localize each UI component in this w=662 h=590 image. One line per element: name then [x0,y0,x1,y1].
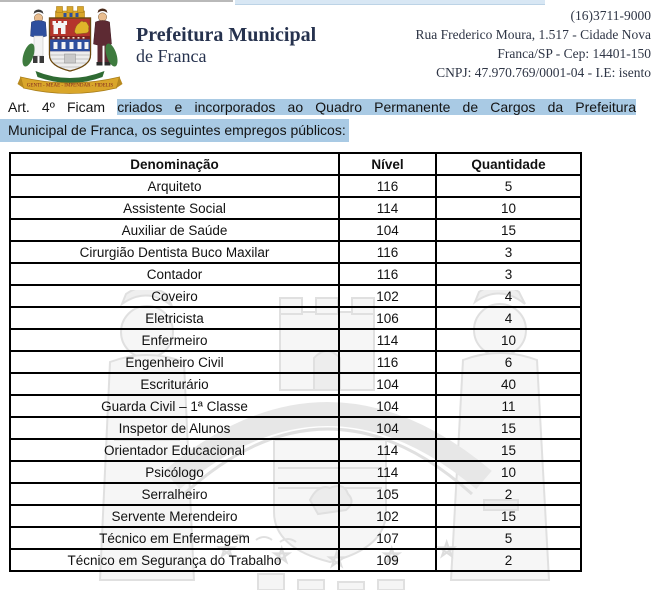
table-header-row [10,153,581,175]
cell-denominacao: Orientador Educacional [10,439,339,461]
cell-quantidade: 5 [436,175,581,197]
table-row [10,285,581,307]
org-title-line2: de Franca [136,46,207,66]
contact-cnpj: CNPJ: 47.970.769/0001-04 - I.E: isento [436,65,651,80]
cell-denominacao: Guarda Civil – 1ª Classe [10,395,339,417]
cell-nivel: 106 [339,307,436,329]
table-row [10,505,581,527]
cell-denominacao: Técnico em Segurança do Trabalho [10,549,339,571]
cell-quantidade: 11 [436,395,581,417]
article-highlight-line2: Municipal de Franca, os seguintes empregos públicos: [0,119,349,142]
top-edge-artifact-line [0,0,233,2]
cell-quantidade: 2 [436,483,581,505]
watermark-battlements [258,574,404,590]
cell-quantidade: 4 [436,307,581,329]
cell-nivel: 114 [339,329,436,351]
cell-denominacao: Auxiliar de Saúde [10,219,339,241]
contact-address: Rua Frederico Moura, 1.517 - Cidade Nova [415,27,651,42]
cell-denominacao: Engenheiro Civil [10,351,339,373]
table-row [10,219,581,241]
cell-quantidade: 15 [436,417,581,439]
col-header-quantidade: Quantidade [436,153,581,175]
cell-denominacao: Assistente Social [10,197,339,219]
cell-nivel: 114 [339,197,436,219]
cell-nivel: 104 [339,395,436,417]
cell-nivel: 107 [339,527,436,549]
cell-denominacao: Serralheiro [10,483,339,505]
cell-nivel: 116 [339,175,436,197]
cell-denominacao: Coveiro [10,285,339,307]
cell-quantidade: 3 [436,263,581,285]
cell-denominacao: Eletricista [10,307,339,329]
article-line2 [8,119,636,142]
crest-motto-text: GENTI - MEAE - IMPENDAR - FIDELIS [26,83,114,89]
cell-nivel: 104 [339,373,436,395]
cell-quantidade: 3 [436,241,581,263]
jobs-table [9,152,582,572]
cell-nivel: 114 [339,461,436,483]
contact-city-cep: Franca/SP - Cep: 14401-150 [497,46,651,61]
cell-nivel: 104 [339,417,436,439]
cell-quantidade: 4 [436,285,581,307]
cell-quantidade: 10 [436,329,581,351]
cell-denominacao: Contador [10,263,339,285]
cell-denominacao: Enfermeiro [10,329,339,351]
crest-shield [50,18,91,71]
article-line1 [8,96,636,119]
cell-quantidade: 40 [436,373,581,395]
cell-denominacao: Psicólogo [10,461,339,483]
cell-nivel: 104 [339,219,436,241]
table-row [10,197,581,219]
table-row [10,175,581,197]
cell-nivel: 116 [339,351,436,373]
table-row [10,549,581,571]
cell-denominacao: Técnico em Enfermagem [10,527,339,549]
table-row [10,395,581,417]
org-title [136,24,316,67]
cell-denominacao: Inspetor de Alunos [10,417,339,439]
table-row [10,527,581,549]
cell-denominacao: Cirurgião Dentista Buco Maxilar [10,241,339,263]
cell-denominacao: Servente Merendeiro [10,505,339,527]
article-highlight-line1: criados e incorporados ao Quadro Permanente de Cargos da Prefeitura [117,99,636,115]
cell-quantidade: 15 [436,505,581,527]
cell-denominacao: Escriturário [10,373,339,395]
cell-nivel: 116 [339,241,436,263]
cell-quantidade: 6 [436,351,581,373]
cell-quantidade: 10 [436,197,581,219]
contact-block [416,6,651,82]
col-header-nivel: Nível [339,153,436,175]
cell-denominacao: Arquiteto [10,175,339,197]
col-header-denominacao: Denominação [10,153,339,175]
table-row [10,373,581,395]
franca-coat-of-arms-icon [16,5,124,97]
table-row [10,417,581,439]
table-row [10,483,581,505]
top-edge-selection-strip [235,0,545,5]
table-row [10,307,581,329]
contact-phone: (16)3711-9000 [570,8,651,23]
cell-nivel: 102 [339,505,436,527]
cell-nivel: 114 [339,439,436,461]
table-row [10,263,581,285]
article-paragraph [8,96,636,142]
cell-quantidade: 5 [436,527,581,549]
cell-quantidade: 15 [436,439,581,461]
crest-crown [56,7,85,20]
cell-quantidade: 15 [436,219,581,241]
org-title-line1: Prefeitura Municipal [136,24,317,46]
cell-nivel: 109 [339,549,436,571]
table-row [10,241,581,263]
cell-nivel: 102 [339,285,436,307]
table-row [10,329,581,351]
table-row [10,439,581,461]
cell-quantidade: 2 [436,549,581,571]
cell-quantidade: 10 [436,461,581,483]
cell-nivel: 116 [339,263,436,285]
table-row [10,461,581,483]
cell-nivel: 105 [339,483,436,505]
article-prefix: Art. 4º Ficam [8,99,118,115]
table-row [10,351,581,373]
